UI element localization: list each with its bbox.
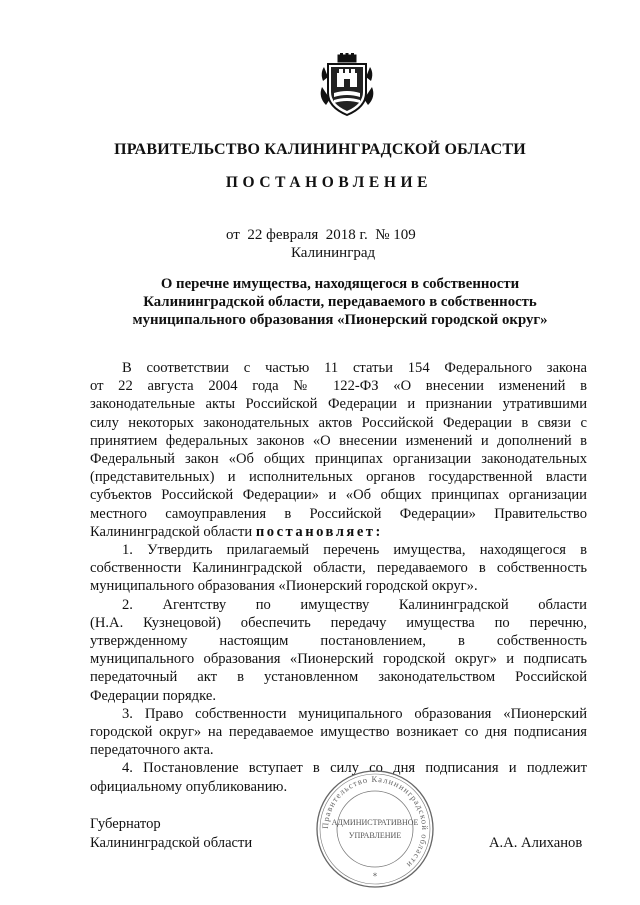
date-number-line: от 22 февраля 2018 г. № 109 xyxy=(226,227,416,243)
item-2-line: передаточный акт в установленном законодательством Российской xyxy=(90,669,587,686)
preamble-line: силу некоторых законодательных актов Российской Федерации в связи с xyxy=(90,414,587,431)
city-line: Калининград xyxy=(291,245,376,261)
document-type-heading: ПОСТАНОВЛЕНИЕ xyxy=(225,174,433,191)
item-2-line: утвержденному настоящим постановлением, в собственность xyxy=(90,633,587,650)
preamble-line: субъектов Российской Федерации» и «Об общих принципах организации xyxy=(90,487,587,504)
item-2-line: муниципального образования «Пионерский городской округ» и подписать xyxy=(90,651,587,668)
item-2-line: Федерации порядке. xyxy=(90,687,216,704)
item-4-line: официальному опубликованию. xyxy=(90,778,288,795)
official-seal-icon xyxy=(313,767,437,891)
position-line: Калининградской области xyxy=(90,835,253,851)
decree-word: постановляет: xyxy=(255,523,383,540)
item-3-line: 3. Право собственности муниципального образования «Пионерский xyxy=(122,705,587,722)
document-title xyxy=(80,275,600,329)
item-1-line: муниципального образования «Пионерский городской округ». xyxy=(90,578,478,595)
item-4-line: 4. Постановление вступает в силу со дня подписания и подлежит xyxy=(122,760,587,777)
item-1-line: 1. Утвердить прилагаемый перечень имущества, находящегося в xyxy=(122,542,587,559)
preamble-final-prefix: Калининградской области xyxy=(90,523,256,540)
item-1-line: собственности Калининградской области, передаваемого в собственность xyxy=(90,560,587,577)
item-2-line: 2. Агентству по имуществу Калининградской области xyxy=(122,596,587,613)
seal-ring-text: Правительство Калининградской области xyxy=(319,773,431,871)
preamble-line: от 22 августа 2004 года № 122-ФЗ «О внесении изменений в xyxy=(90,378,587,395)
seal-center-line: УПРАВЛЕНИЕ xyxy=(348,831,402,840)
preamble-final-line xyxy=(90,523,587,541)
item-3-line: городской округ» на передаваемое имущество возникает со дня подписания xyxy=(90,724,587,741)
preamble-line: местного самоуправления в Российской Федерации» Правительство xyxy=(90,505,587,522)
document-body xyxy=(90,359,587,796)
item-3-line: передаточного акта. xyxy=(90,742,214,759)
seal-center-line: АДМИНИСТРАТИВНОЕ xyxy=(331,818,419,827)
preamble-line: (представительных) и исполнительных органов государственной власти xyxy=(90,469,587,486)
preamble-line: законодательные акты Российской Федерации и признании утратившими xyxy=(90,396,587,413)
position-line: Губернатор xyxy=(90,816,161,832)
preamble-line: В соответствии с частью 11 статьи 154 Федерального закона xyxy=(122,360,587,376)
preamble-line: принятием федеральных законов «О внесении изменений и дополнений в xyxy=(90,432,587,449)
title-line: Калининградской области, передаваемого в собственность xyxy=(143,294,537,310)
preamble-line: Федеральный закон «Об общих принципах организации законодательных xyxy=(90,451,587,468)
title-line: муниципального образования «Пионерский городской округ» xyxy=(132,312,548,328)
item-2-line: (Н.А. Кузнецовой) обеспечить передачу имущества по перечню, xyxy=(90,614,587,631)
signatory-position xyxy=(90,815,252,853)
svg-text:*: * xyxy=(372,872,378,882)
organization-heading: ПРАВИТЕЛЬСТВО КАЛИНИНГРАДСКОЙ ОБЛАСТИ xyxy=(114,141,526,158)
coat-of-arms-icon xyxy=(318,53,376,117)
title-line: О перечне имущества, находящегося в собственности xyxy=(160,276,520,292)
signatory-name: А.А. Алиханов xyxy=(489,835,583,851)
